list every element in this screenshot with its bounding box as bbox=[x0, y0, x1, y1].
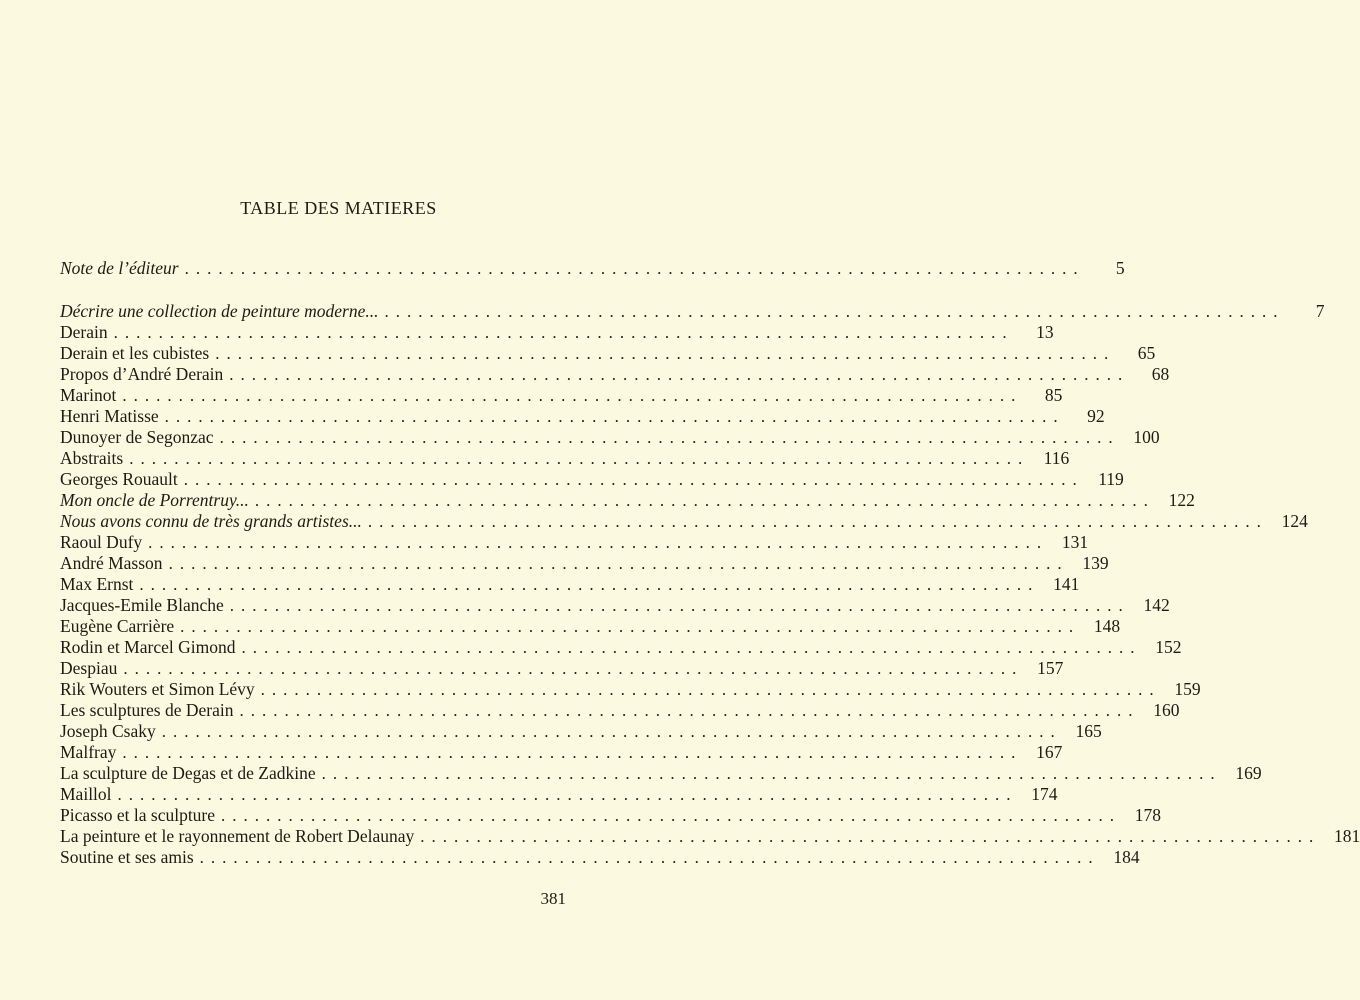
toc-entry-page: 167 bbox=[1036, 742, 1063, 762]
toc-entry-title: La peinture et le rayonnement de Robert Delaunay bbox=[60, 826, 415, 846]
toc-leader-dots: ................................................................................ bbox=[219, 428, 1120, 447]
toc-entry-page: 5 bbox=[1115, 258, 1125, 278]
toc-entry-title: André Masson bbox=[60, 553, 163, 573]
toc-entry bbox=[60, 742, 1063, 763]
toc-entry bbox=[60, 322, 1054, 343]
toc-entry bbox=[60, 490, 1195, 511]
toc-entry-page: 122 bbox=[1168, 490, 1195, 510]
toc-entry bbox=[60, 511, 1308, 532]
toc-entry bbox=[60, 595, 1170, 616]
toc-entry bbox=[60, 385, 1063, 406]
toc-leader-dots: ................................................................................ bbox=[117, 785, 1018, 804]
toc-entry bbox=[60, 805, 1162, 826]
toc-leader-dots: ................................................................................ bbox=[221, 806, 1122, 825]
toc-entry-title: Malfray bbox=[60, 742, 117, 762]
toc-entry-page: 152 bbox=[1155, 637, 1182, 657]
toc-entry bbox=[60, 343, 1156, 364]
toc-leader-dots: ................................................................................ bbox=[254, 491, 1155, 510]
toc-entry-page: 116 bbox=[1043, 448, 1070, 468]
toc-entry-title: Joseph Csaky bbox=[60, 721, 156, 741]
toc-entry-title: Rik Wouters et Simon Lévy bbox=[60, 679, 255, 699]
toc-entry-title: Jacques-Emile Blanche bbox=[60, 595, 224, 615]
toc-entry bbox=[60, 763, 1262, 784]
toc-leader-dots: ................................................................................ bbox=[239, 701, 1140, 720]
toc-entry-page: 68 bbox=[1151, 364, 1170, 384]
toc-entry-page: 85 bbox=[1044, 385, 1063, 405]
toc-leader-dots: ................................................................................ bbox=[122, 386, 1023, 405]
toc-leader-dots: ................................................................................ bbox=[420, 827, 1321, 846]
toc-entry bbox=[60, 574, 1080, 595]
toc-entry-title: Henri Matisse bbox=[60, 406, 159, 426]
page-title: TABLE DES MATIERES bbox=[240, 198, 437, 218]
toc-entry-title: Max Ernst bbox=[60, 574, 134, 594]
toc-entry-page: 157 bbox=[1037, 658, 1064, 678]
toc-entry-page: 184 bbox=[1113, 847, 1140, 867]
toc-entry-page: 178 bbox=[1134, 805, 1162, 825]
toc-entry-page: 92 bbox=[1087, 406, 1105, 426]
toc-leader-dots: ................................................................................ bbox=[241, 638, 1142, 657]
toc-entry-page: 148 bbox=[1093, 616, 1121, 636]
toc-leader-dots: ................................................................................ bbox=[321, 764, 1222, 783]
toc-entry-page: 159 bbox=[1174, 679, 1201, 699]
toc-entry bbox=[60, 258, 1125, 279]
toc-leader-dots: ................................................................................ bbox=[384, 302, 1285, 321]
toc-entry-title: Mon oncle de Porrentruy... bbox=[60, 490, 249, 510]
toc-entry-page: 174 bbox=[1031, 784, 1058, 804]
toc-leader-dots: ................................................................................ bbox=[122, 743, 1023, 762]
toc-entry-page: 169 bbox=[1235, 763, 1262, 783]
toc-leader-dots: ................................................................................ bbox=[260, 680, 1161, 699]
toc-entry-title: Nous avons connu de très grands artistes... bbox=[60, 511, 362, 531]
toc-entry bbox=[60, 532, 1089, 553]
toc-entry-page: 165 bbox=[1075, 721, 1102, 741]
toc-entry-page: 141 bbox=[1053, 574, 1080, 594]
toc-entry bbox=[60, 448, 1070, 469]
toc-entry bbox=[60, 700, 1180, 721]
toc-entry-title: Soutine et ses amis bbox=[60, 847, 194, 867]
toc-entry-page: 65 bbox=[1137, 343, 1156, 363]
toc-leader-dots: ................................................................................ bbox=[113, 323, 1014, 342]
toc-entry-page: 7 bbox=[1315, 301, 1325, 321]
toc-entry-title: Note de l’éditeur bbox=[60, 258, 179, 278]
toc-entry-page: 100 bbox=[1133, 427, 1160, 447]
toc-entry bbox=[60, 406, 1105, 427]
toc-entry-page: 142 bbox=[1143, 595, 1170, 615]
toc-leader-dots: ................................................................................ bbox=[229, 596, 1130, 615]
toc-entry-title: Maillol bbox=[60, 784, 112, 804]
toc-leader-dots: ................................................................................ bbox=[123, 659, 1024, 678]
toc-leader-dots: ................................................................................ bbox=[183, 470, 1084, 489]
toc-entry bbox=[60, 364, 1170, 385]
toc-entry bbox=[60, 826, 1360, 847]
toc-entry bbox=[60, 469, 1124, 490]
toc-entry-title: Derain bbox=[60, 322, 108, 342]
toc-entry bbox=[60, 637, 1182, 658]
toc-entry-title: Marinot bbox=[60, 385, 117, 405]
toc-leader-dots: ................................................................................ bbox=[199, 848, 1100, 867]
toc-entry-page: 13 bbox=[1036, 322, 1054, 342]
toc-entry bbox=[60, 553, 1109, 574]
toc-entry bbox=[60, 658, 1064, 679]
toc-entry-page: 139 bbox=[1082, 553, 1109, 573]
page-number: 381 bbox=[540, 889, 566, 908]
toc-entry-title: Abstraits bbox=[60, 448, 124, 468]
toc-entry bbox=[60, 427, 1160, 448]
toc-leader-dots: ................................................................................ bbox=[148, 533, 1049, 552]
toc-entry bbox=[60, 616, 1121, 637]
toc-entry-title: Dunoyer de Segonzac bbox=[60, 427, 214, 447]
toc-entry bbox=[60, 721, 1102, 742]
toc-entry bbox=[60, 301, 1325, 322]
toc-entry-title: Eugène Carrière bbox=[60, 616, 175, 636]
toc-entry-page: 131 bbox=[1061, 532, 1089, 552]
toc-entry bbox=[60, 784, 1058, 805]
toc-entry-title: Despiau bbox=[60, 658, 118, 678]
toc-entry-title: Picasso et la sculpture bbox=[60, 805, 216, 825]
toc-entry-page: 181 bbox=[1333, 826, 1360, 846]
toc-leader-dots: ................................................................................ bbox=[129, 449, 1030, 468]
toc-entry bbox=[60, 679, 1201, 700]
toc-entry-title: La sculpture de Degas et de Zadkine bbox=[60, 763, 316, 783]
toc-entry-title: Derain et les cubistes bbox=[60, 343, 210, 363]
toc-leader-dots: ................................................................................ bbox=[229, 365, 1130, 384]
toc-leader-dots: ................................................................................ bbox=[180, 617, 1081, 636]
table-of-contents bbox=[60, 258, 1360, 868]
toc-entry bbox=[60, 847, 1140, 868]
toc-leader-dots: ................................................................................ bbox=[164, 407, 1065, 426]
toc-entry-title: Propos d’André Derain bbox=[60, 364, 224, 384]
toc-leader-dots: ................................................................................ bbox=[367, 512, 1268, 531]
toc-entry-title: Décrire une collection de peinture moderne... bbox=[60, 301, 379, 321]
toc-entry-page: 119 bbox=[1098, 469, 1124, 489]
toc-entry-title: Les sculptures de Derain bbox=[60, 700, 234, 720]
toc-entry-title: Georges Rouault bbox=[60, 469, 178, 489]
toc-leader-dots: ................................................................................ bbox=[184, 259, 1085, 278]
toc-leader-dots: ................................................................................ bbox=[215, 344, 1116, 363]
toc-entry-page: 160 bbox=[1153, 700, 1180, 720]
toc-leader-dots: ................................................................................ bbox=[168, 554, 1069, 573]
toc-leader-dots: ................................................................................ bbox=[161, 722, 1062, 741]
toc-leader-dots: ................................................................................ bbox=[139, 575, 1040, 594]
toc-entry-page: 124 bbox=[1281, 511, 1308, 531]
toc-entry-title: Raoul Dufy bbox=[60, 532, 143, 552]
toc-entry-title: Rodin et Marcel Gimond bbox=[60, 637, 236, 657]
